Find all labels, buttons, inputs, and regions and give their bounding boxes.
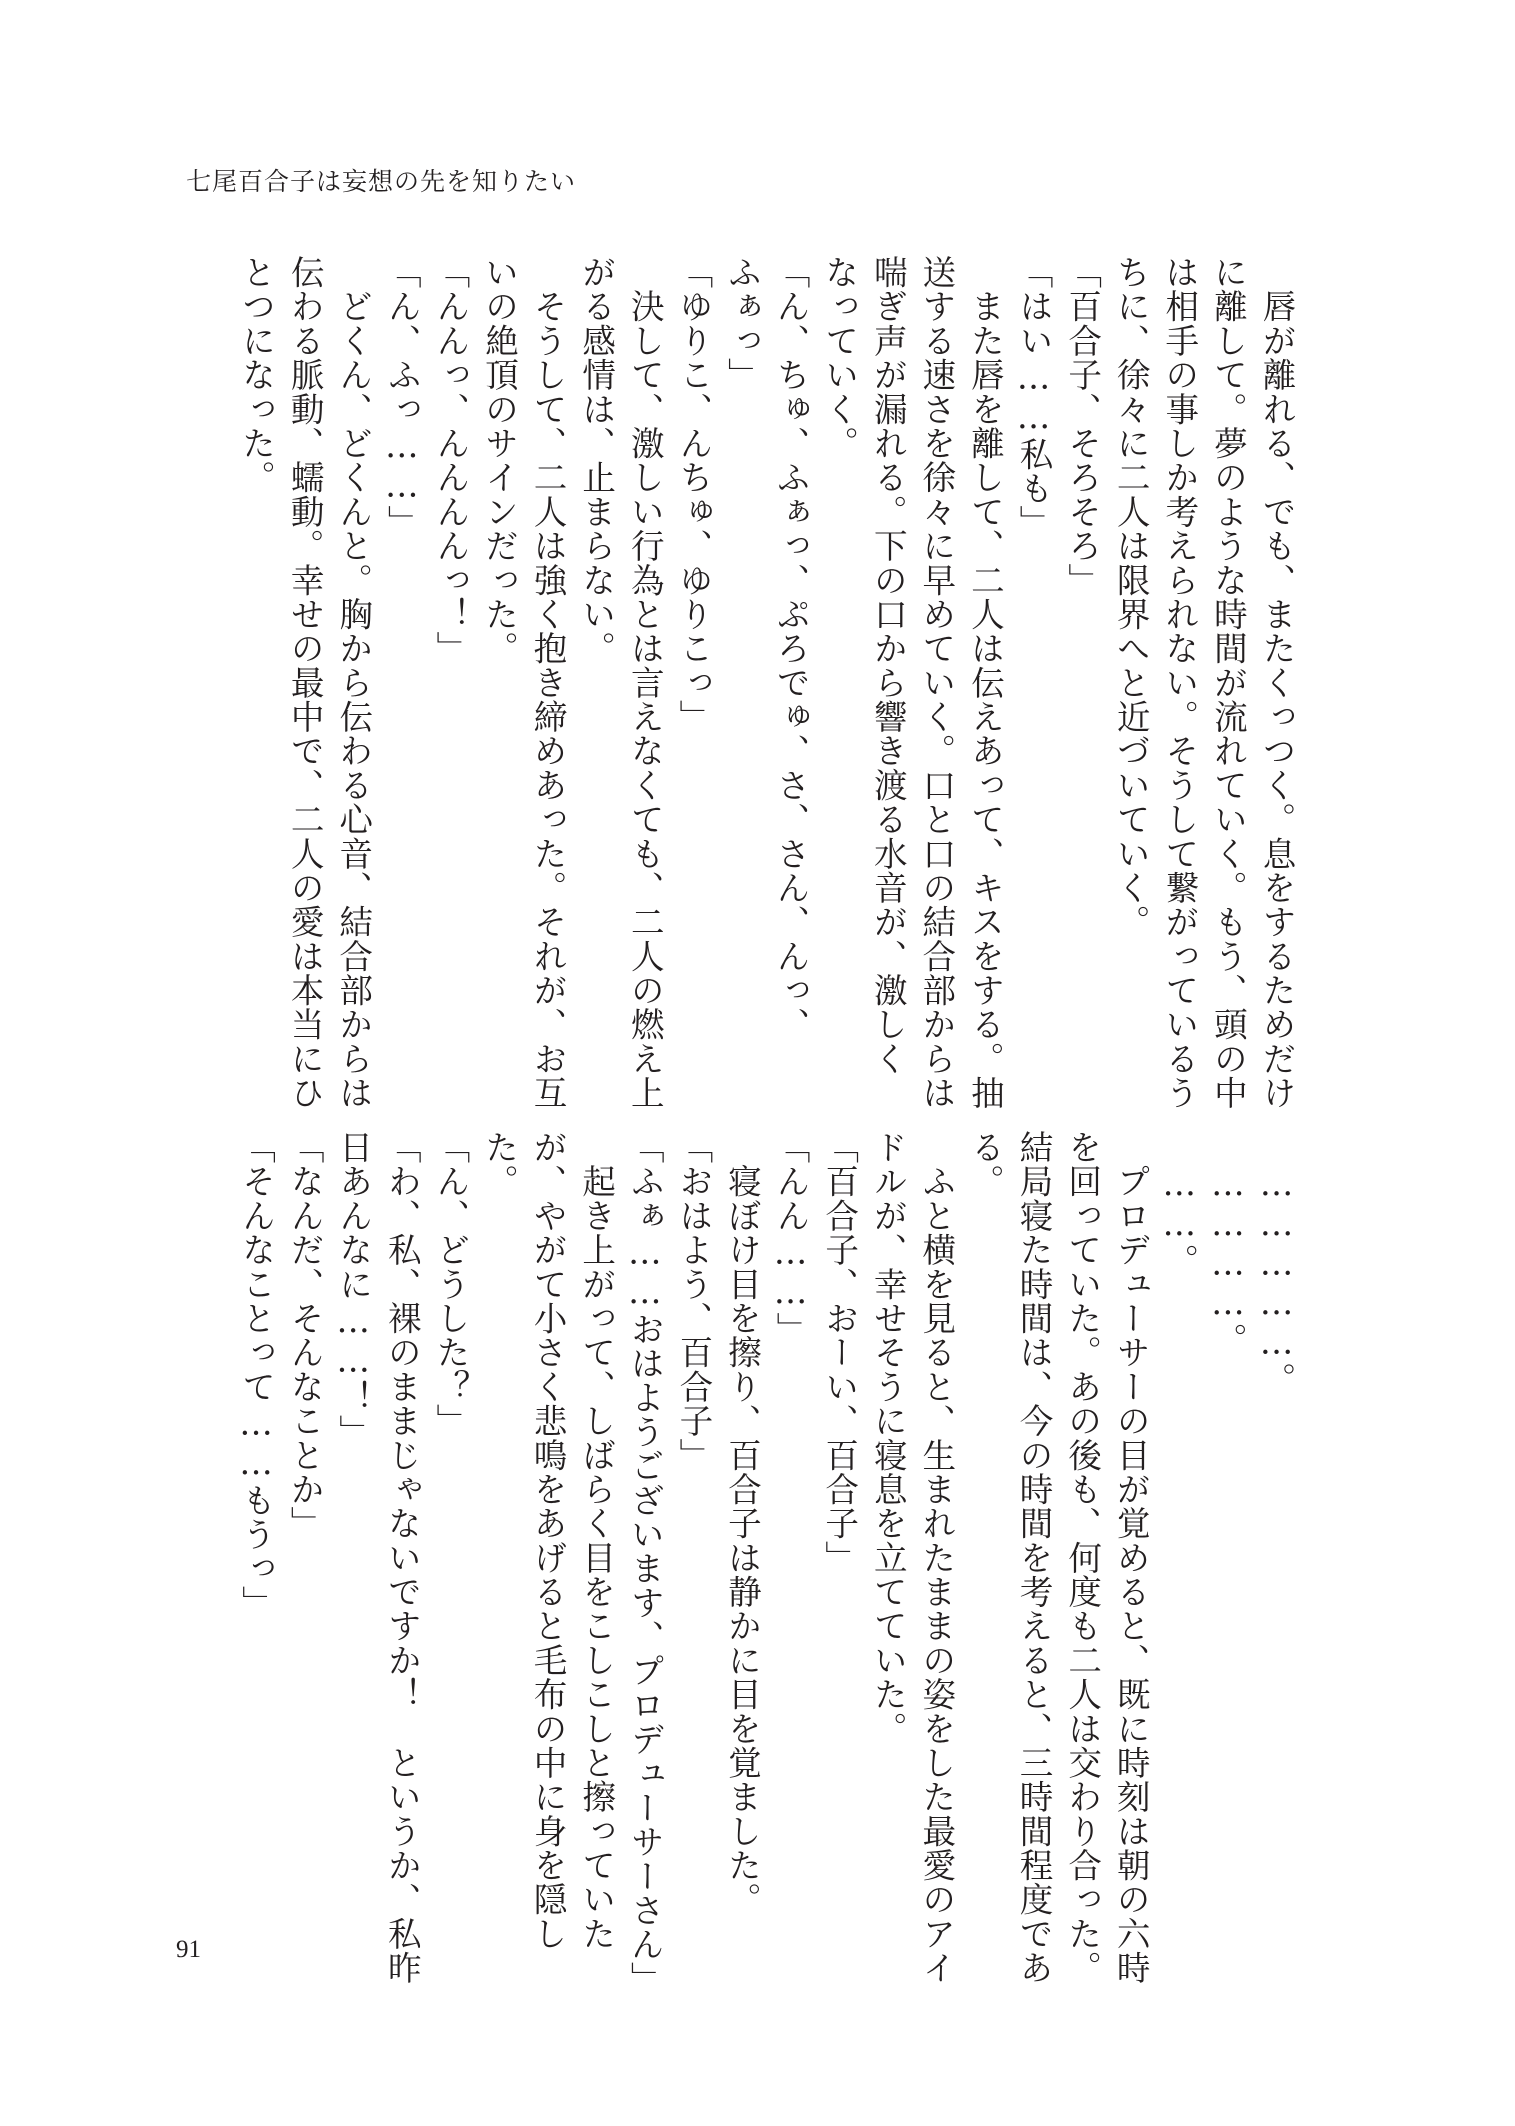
text-line: いの絶頂のサインだった。	[479, 255, 519, 666]
text-line: …………。	[1208, 1130, 1248, 1357]
text-line: 「そんなことって……もうっ」	[236, 1130, 276, 1620]
text-line: 「なんだ、そんなことか」	[285, 1130, 325, 1541]
text-line: 寝ぼけ目を擦り、百合子は静かに目を覚ました。	[722, 1130, 762, 1917]
text-line: が、やがて小さく悲鳴をあげると毛布の中に身を隠し	[528, 1130, 568, 1951]
text-line: 「はい……私も」	[1014, 255, 1054, 540]
text-line: プロデューサーの目が覚めると、既に時刻は朝の六時	[1111, 1130, 1151, 1985]
text-line: 「ん、ちゅ、ふぁっ、ぷろでゅ、さ、さん、んっ、	[771, 255, 811, 1042]
text-line: 「ん、ふっ……」	[382, 255, 422, 540]
text-line: 「ふぁ……おはようございます、プロデューサーさん」	[625, 1130, 665, 1996]
text-line: ちに、徐々に二人は限界へと近づいていく。	[1111, 255, 1151, 939]
text-line: 喘ぎ声が漏れる。下の口から響き渡る水音が、激しく	[868, 255, 908, 1076]
text-line: 「んんっ、んんんんっ！」	[430, 255, 470, 666]
text-line: に離して。夢のような時間が流れていく。もう、頭の中	[1208, 255, 1248, 1110]
text-line: る。	[965, 1130, 1005, 1199]
text-line: がる感情は、止まらない。	[576, 255, 616, 666]
text-line: 日あんなに……！」	[333, 1130, 373, 1449]
lower-text-block	[231, 1130, 1300, 1996]
text-line: どくん、どくんと。胸から伝わる心音、結合部からは	[333, 255, 373, 1110]
page-number: 91	[176, 1936, 201, 1963]
text-line: ドルが、幸せそうに寝息を立てていた。	[868, 1130, 908, 1746]
text-line: 送する速さを徐々に早めていく。口と口の結合部からは	[916, 255, 956, 1110]
text-line: 決して、激しい行為とは言えなくても、二人の燃え上	[625, 255, 665, 1110]
text-line: ふぁっ」	[722, 255, 762, 392]
text-line: 「おはよう、百合子」	[673, 1130, 713, 1472]
text-line: た。	[479, 1130, 519, 1199]
text-line: そうして、二人は強く抱き締めあった。それが、お互	[528, 255, 568, 1110]
text-line: 起き上がって、しばらく目をこしこしと擦っていた	[576, 1130, 616, 1951]
text-line: は相手の事しか考えられない。そうして繋がっているう	[1159, 255, 1199, 1110]
text-line: 唇が離れる、でも、またくっつく。息をするためだけ	[1257, 255, 1296, 1110]
text-line: ……。	[1159, 1130, 1199, 1278]
text-line: 「んん……」	[771, 1130, 811, 1346]
text-line: 「百合子、おーい、百合子」	[819, 1130, 859, 1575]
text-line: を回っていた。あの後も、何度も二人は交わり合った。	[1062, 1130, 1102, 1985]
upper-text-block	[231, 255, 1300, 1110]
text-line: 結局寝た時間は、今の時間を考えると、三時間程度であ	[1014, 1130, 1054, 1985]
text-line: 「百合子、そろそろ」	[1062, 255, 1102, 597]
text-line: ふと横を見ると、生まれたままの姿をした最愛のアイ	[916, 1130, 956, 1985]
text-line: なっていく。	[819, 255, 859, 461]
text-line: 伝わる脈動、蠕動。幸せの最中で、二人の愛は本当にひ	[285, 255, 325, 1110]
text-line: 「ゆりこ、んちゅ、ゆりこっ」	[673, 255, 713, 734]
running-title: 七尾百合子は妄想の先を知りたい	[186, 167, 577, 196]
text-line: 「わ、私、裸のままじゃないですか！ というか、私昨	[382, 1130, 422, 1985]
text-line: また唇を離して、二人は伝えあって、キスをする。抽	[965, 255, 1005, 1110]
text-line: ……………。	[1257, 1130, 1296, 1397]
text-line: とつになった。	[236, 255, 276, 495]
text-line: 「ん、どうした？」	[430, 1130, 470, 1438]
